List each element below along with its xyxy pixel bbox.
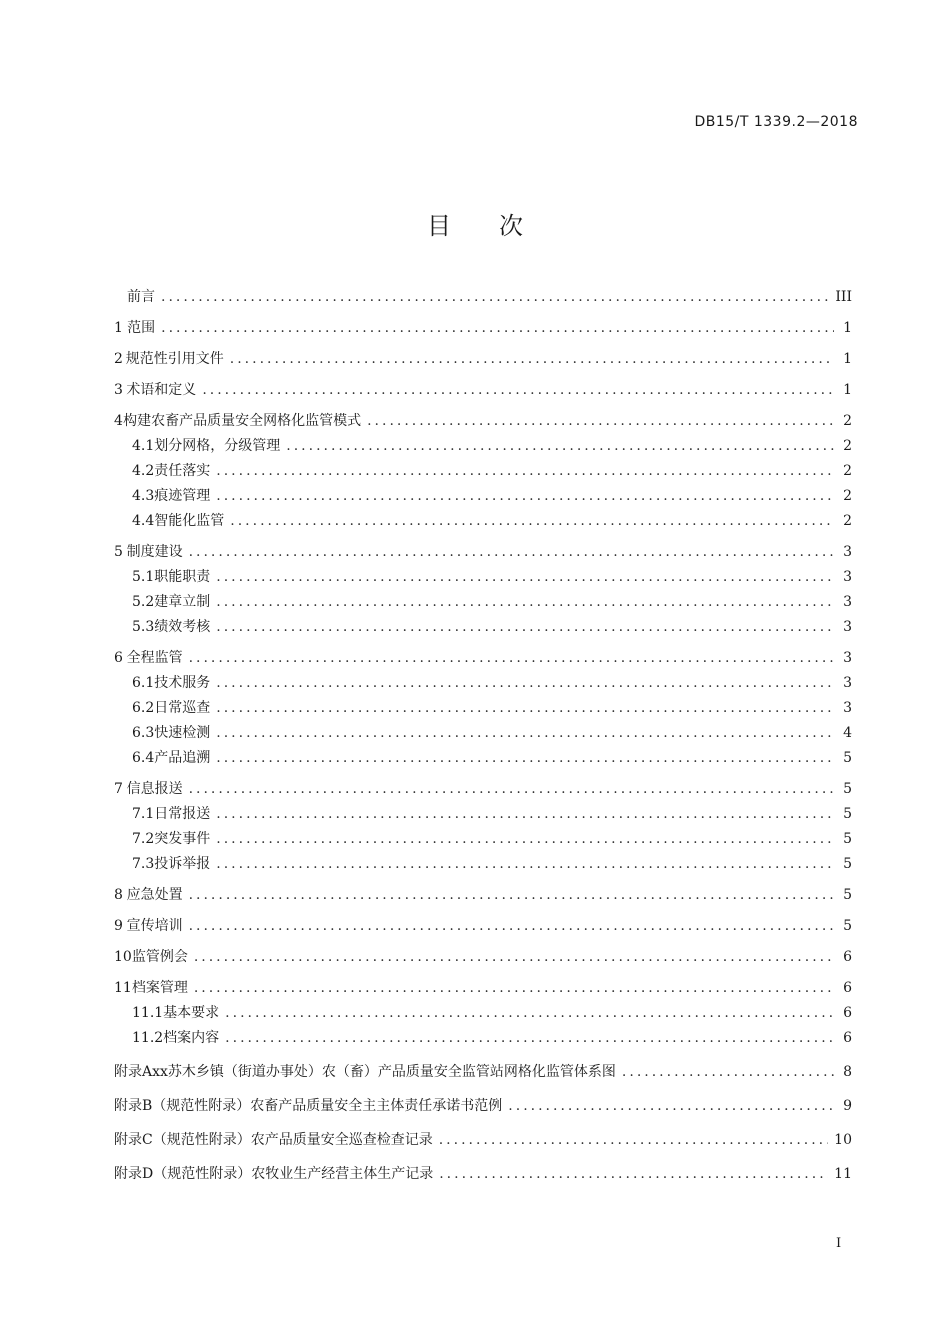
toc-entry-label: 突发事件 xyxy=(154,831,211,847)
toc-entry[interactable] xyxy=(114,646,852,671)
toc-entry-page: 3 xyxy=(843,619,852,635)
toc-entry[interactable] xyxy=(114,509,852,534)
toc-entry-label: 全程监管 xyxy=(126,650,183,666)
toc-entry[interactable] xyxy=(114,1001,852,1026)
toc-entry-label: 建章立制 xyxy=(154,594,211,610)
toc-entry-label: 快速检测 xyxy=(154,725,211,741)
toc-entry[interactable] xyxy=(114,827,852,852)
toc-leader-dots xyxy=(216,852,834,877)
toc-leader-dots xyxy=(189,883,834,908)
toc-entry-page: 3 xyxy=(843,594,852,610)
toc-entry-label: 绩效考核 xyxy=(154,619,211,635)
toc-entry-label: 监管例会 xyxy=(131,949,188,965)
toc-entry-page: 2 xyxy=(843,513,852,529)
toc-entry-label: 责任落实 xyxy=(154,463,211,479)
toc-entry-page: 4 xyxy=(843,725,852,741)
toc-entry-page: 10 xyxy=(834,1132,852,1148)
toc-entry-page: III xyxy=(835,289,852,305)
toc-entry-label: 日常报送 xyxy=(154,806,211,822)
toc-entry-page: 1 xyxy=(843,320,852,336)
toc-entry-label: 投诉举报 xyxy=(154,856,211,872)
toc-leader-dots xyxy=(189,646,834,671)
toc-entry-number: 11.1 xyxy=(132,1005,164,1021)
toc-entry[interactable] xyxy=(114,1026,852,1051)
toc-entry-page: 5 xyxy=(843,918,852,934)
toc-entry-page: 6 xyxy=(843,949,852,965)
toc-entry-number: 4.3 xyxy=(132,488,155,504)
toc-entry-page: 2 xyxy=(843,413,852,429)
toc-entry-page: 2 xyxy=(843,438,852,454)
table-of-contents xyxy=(114,285,852,1187)
toc-entry[interactable] xyxy=(114,484,852,509)
toc-entry-number: 7 xyxy=(114,781,123,797)
page-number: I xyxy=(836,1236,842,1251)
toc-entry[interactable] xyxy=(114,802,852,827)
toc-entry-number: 10 xyxy=(114,949,132,965)
toc-leader-dots xyxy=(622,1059,834,1085)
toc-entry-number: 6.3 xyxy=(132,725,155,741)
toc-entry-page: 5 xyxy=(843,887,852,903)
toc-entry-label: 痕迹管理 xyxy=(154,488,211,504)
toc-leader-dots xyxy=(225,1026,834,1051)
toc-entry-number: 9 xyxy=(114,918,123,934)
toc-leader-dots xyxy=(216,484,834,509)
toc-leader-dots xyxy=(439,1127,828,1153)
toc-entry[interactable] xyxy=(114,696,852,721)
toc-leader-dots xyxy=(216,590,834,615)
toc-leader-dots xyxy=(194,976,834,1001)
toc-leader-dots xyxy=(161,316,834,341)
toc-entry[interactable] xyxy=(114,671,852,696)
toc-entry[interactable] xyxy=(114,914,852,939)
toc-entry-number: 4.2 xyxy=(132,463,155,479)
toc-entry-page: 3 xyxy=(843,675,852,691)
toc-entry-number: 附录B（规范性附录） xyxy=(114,1098,251,1114)
document-code: DB15/T 1339.2—2018 xyxy=(694,114,858,130)
toc-entry-number: 8 xyxy=(114,887,123,903)
toc-entry-number: 1 xyxy=(114,320,123,336)
toc-entry-page: 3 xyxy=(843,569,852,585)
toc-entry[interactable] xyxy=(114,615,852,640)
toc-entry[interactable] xyxy=(114,1161,852,1187)
toc-leader-dots xyxy=(216,615,834,640)
toc-entry-label: 范围 xyxy=(127,320,156,336)
toc-leader-dots xyxy=(216,565,834,590)
toc-entry[interactable] xyxy=(114,883,852,908)
toc-leader-dots xyxy=(216,671,834,696)
toc-entry[interactable] xyxy=(114,565,852,590)
toc-leader-dots xyxy=(216,721,834,746)
toc-entry[interactable] xyxy=(114,459,852,484)
toc-entry-page: 5 xyxy=(843,831,852,847)
toc-entry-page: 6 xyxy=(843,1030,852,1046)
toc-entry-label: 规范性引用文件 xyxy=(125,351,224,367)
toc-entry-label: 产品追溯 xyxy=(154,750,211,766)
toc-leader-dots xyxy=(367,409,834,434)
toc-entry-page: 5 xyxy=(843,806,852,822)
toc-leader-dots xyxy=(230,509,834,534)
toc-entry-label: xx苏木乡镇（街道办事处）农（畜）产品质量安全监管站网格化监管体系图 xyxy=(152,1064,616,1080)
toc-entry-label: 农牧业生产经营主体生产记录 xyxy=(251,1166,434,1182)
toc-leader-dots xyxy=(189,540,834,565)
toc-entry-page: 5 xyxy=(843,856,852,872)
toc-entry-label: 农产品质量安全巡查检查记录 xyxy=(250,1132,433,1148)
toc-leader-dots xyxy=(189,914,834,939)
toc-entry-number: 4.1 xyxy=(132,438,155,454)
toc-entry-number: 附录C（规范性附录） xyxy=(114,1132,251,1148)
toc-entry-page: 9 xyxy=(843,1098,852,1114)
toc-entry-number: 5.2 xyxy=(132,594,155,610)
toc-entry-page: 3 xyxy=(843,544,852,560)
toc-entry-label: 前言 xyxy=(127,289,156,305)
toc-entry-label: 术语和定义 xyxy=(126,382,197,398)
toc-entry-page: 2 xyxy=(843,488,852,504)
toc-entry-label: 职能职责 xyxy=(154,569,211,585)
toc-entry[interactable] xyxy=(114,1127,852,1153)
toc-leader-dots xyxy=(286,434,834,459)
toc-leader-dots xyxy=(189,777,834,802)
toc-entry-number: 5.1 xyxy=(132,569,155,585)
toc-leader-dots xyxy=(194,945,834,970)
toc-leader-dots xyxy=(216,746,834,771)
toc-entry-number: 7.3 xyxy=(132,856,155,872)
toc-entry-number: 11 xyxy=(114,980,132,996)
toc-entry-page: 1 xyxy=(843,382,852,398)
toc-entry-number: 6 xyxy=(114,650,123,666)
toc-entry[interactable] xyxy=(114,316,852,341)
toc-leader-dots xyxy=(161,285,829,310)
toc-entry-number: 6.2 xyxy=(132,700,155,716)
toc-entry-label: 信息报送 xyxy=(126,781,183,797)
toc-entry-number: 附录D（规范性附录） xyxy=(114,1166,252,1182)
toc-entry-number: 7.1 xyxy=(132,806,155,822)
toc-entry-label: 应急处置 xyxy=(126,887,183,903)
toc-entry[interactable] xyxy=(114,721,852,746)
toc-leader-dots xyxy=(225,1001,834,1026)
toc-entry-page: 3 xyxy=(843,650,852,666)
toc-entry-number: 4.4 xyxy=(132,513,155,529)
toc-entry-number: 5.3 xyxy=(132,619,155,635)
toc-leader-dots xyxy=(202,378,834,403)
toc-leader-dots xyxy=(216,696,834,721)
toc-entry-label: 宣传培训 xyxy=(126,918,183,934)
toc-entry[interactable] xyxy=(114,746,852,771)
toc-entry-page: 2 xyxy=(843,463,852,479)
toc-entry-page: 3 xyxy=(843,700,852,716)
toc-leader-dots xyxy=(508,1093,834,1119)
toc-entry-label: 构建农畜产品质量安全网格化监管模式 xyxy=(123,413,362,429)
toc-entry[interactable] xyxy=(114,1093,852,1119)
toc-entry-page: 5 xyxy=(843,750,852,766)
page-title: 目次 xyxy=(427,212,571,240)
toc-entry-label: 技术服务 xyxy=(154,675,211,691)
toc-entry-number: 7.2 xyxy=(132,831,155,847)
toc-entry-number: 3 xyxy=(114,382,123,398)
toc-entry[interactable] xyxy=(114,540,852,565)
toc-entry[interactable] xyxy=(114,777,852,802)
toc-entry-number: 6.1 xyxy=(132,675,155,691)
toc-entry[interactable] xyxy=(114,852,852,877)
toc-leader-dots xyxy=(216,827,834,852)
toc-entry-page: 6 xyxy=(843,1005,852,1021)
toc-entry[interactable] xyxy=(114,347,852,372)
toc-entry-page: 11 xyxy=(834,1166,852,1182)
toc-entry-label: 档案内容 xyxy=(163,1030,220,1046)
toc-entry-number: 2 xyxy=(114,351,123,367)
toc-entry-number: 6.4 xyxy=(132,750,155,766)
toc-leader-dots xyxy=(216,802,834,827)
toc-entry-page: 5 xyxy=(843,781,852,797)
toc-entry-number: 11.2 xyxy=(132,1030,164,1046)
toc-entry-label: 基本要求 xyxy=(163,1005,220,1021)
toc-entry[interactable] xyxy=(114,378,852,403)
toc-entry[interactable] xyxy=(114,945,852,970)
toc-entry-page: 1 xyxy=(843,351,852,367)
toc-entry[interactable] xyxy=(114,590,852,615)
toc-entry-label: 智能化监管 xyxy=(154,513,225,529)
toc-entry[interactable] xyxy=(114,409,852,434)
toc-entry[interactable] xyxy=(114,976,852,1001)
toc-entry-label: 制度建设 xyxy=(126,544,183,560)
toc-entry[interactable] xyxy=(114,285,852,310)
toc-entry-number: 附录A xyxy=(114,1064,153,1080)
toc-entry-page: 6 xyxy=(843,980,852,996)
toc-leader-dots xyxy=(439,1161,828,1187)
toc-entry[interactable] xyxy=(114,1059,852,1085)
toc-entry-number: 5 xyxy=(114,544,123,560)
toc-entry-label: 农畜产品质量安全主主体责任承诺书范例 xyxy=(250,1098,503,1114)
toc-leader-dots xyxy=(230,347,834,372)
toc-leader-dots xyxy=(216,459,834,484)
toc-entry-label: 日常巡查 xyxy=(154,700,211,716)
toc-entry[interactable] xyxy=(114,434,852,459)
toc-entry-label: 划分网格，分级管理 xyxy=(154,438,281,454)
toc-entry-page: 8 xyxy=(843,1064,852,1080)
toc-entry-number: 4 xyxy=(114,413,123,429)
toc-entry-label: 档案管理 xyxy=(131,980,188,996)
